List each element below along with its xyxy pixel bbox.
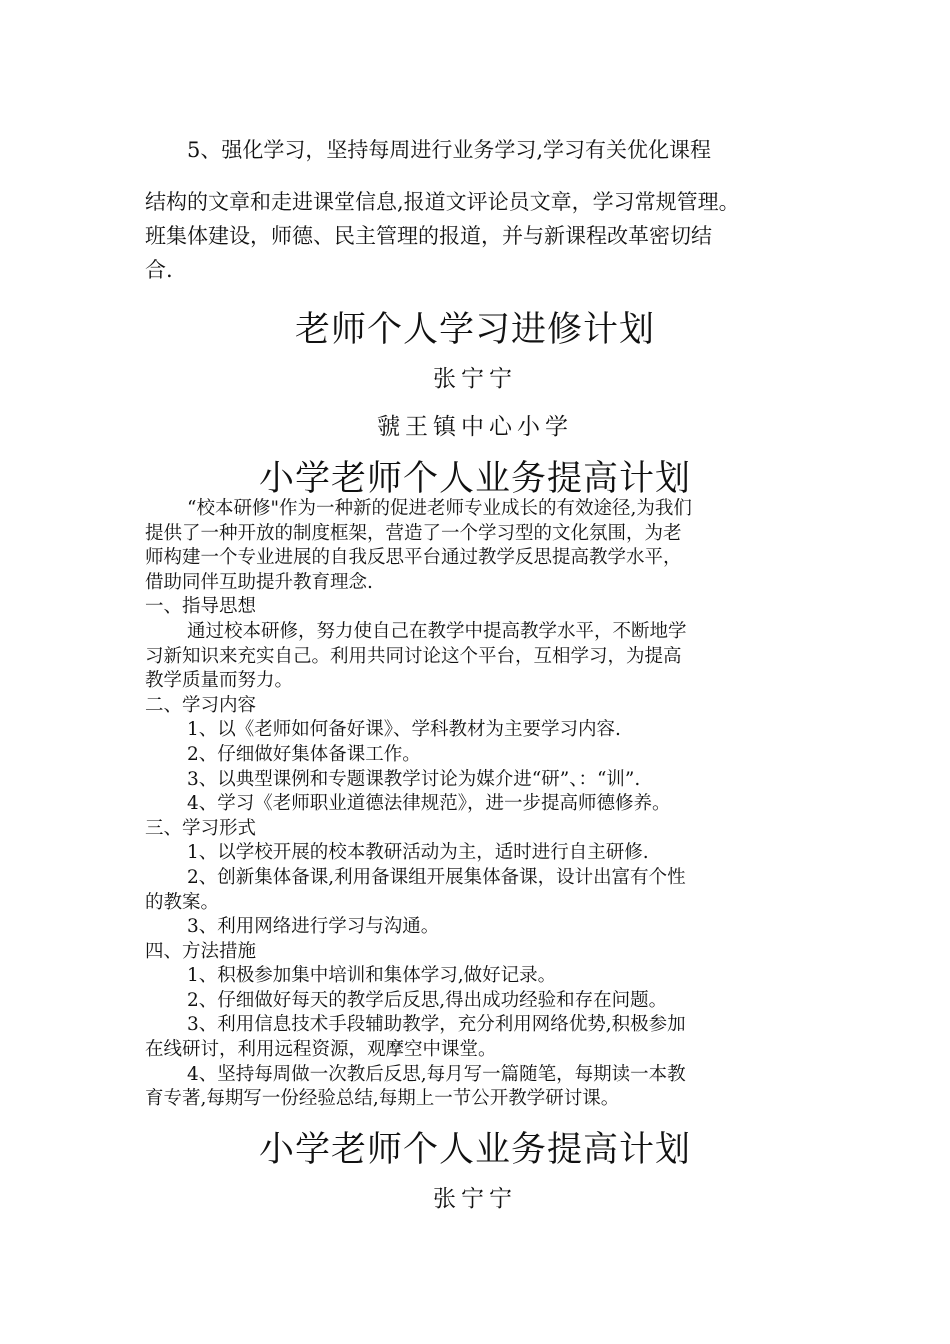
title-study-plan: 老师个人学习进修计划 (294, 310, 655, 350)
section-heading: 二、学习内容 (145, 694, 257, 716)
body-line: 习新知识来充实自己。利用共同讨论这个平台，互相学习，为提高 (145, 645, 682, 667)
section-heading: 四、方法措施 (145, 940, 257, 962)
list-item-continuation: 在线研讨，利用远程资源，观摩空中课堂。 (145, 1039, 497, 1061)
list-item: 2、创新集体备课,利用备课组开展集体备课，设计出富有个性 (187, 866, 686, 888)
list-item-continuation: 育专著,每期写一份经验总结,每期上一节公开教学研讨课。 (145, 1088, 620, 1110)
plan-body (145, 497, 825, 1112)
author-name-repeat: 张宁宁 (433, 1186, 517, 1212)
intro-line: 合. (145, 258, 173, 282)
body-line: 提供了一种开放的制度框架，营造了一个学习型的文化氛围，为老 (145, 522, 682, 544)
list-item: 4、坚持每周做一次教后反思,每月写一篇随笔，每期读一本教 (187, 1063, 686, 1085)
list-item: 2、仔细做好集体备课工作。 (187, 743, 421, 765)
list-item-continuation: 的教案。 (145, 891, 220, 913)
section-heading: 一、指导思想 (145, 596, 257, 618)
intro-line: 5、强化学习，坚持每周进行业务学习,学习有关优化课程 (187, 138, 712, 162)
list-item: 3、利用信息技术手段辅助教学，充分利用网络优势,积极参加 (187, 1014, 686, 1036)
list-item: 2、仔细做好每天的教学后反思,得出成功经验和存在问题。 (187, 989, 668, 1011)
section-heading: 三、学习形式 (145, 817, 257, 839)
list-item: 1、以学校开展的校本教研活动为主，适时进行自主研修. (187, 842, 649, 864)
intro-paragraph (145, 133, 825, 287)
school-name: 虢王镇中心小学 (377, 414, 573, 440)
author-name: 张宁宁 (433, 366, 517, 392)
body-line: 通过校本研修，努力使自己在教学中提高教学水平，不断地学 (187, 620, 687, 642)
list-item: 3、利用网络进行学习与沟通。 (187, 916, 440, 938)
title-business-plan: 小学老师个人业务提高计划 (258, 459, 691, 499)
list-item: 3、以典型课例和专题课教学讨论为媒介进“研”、：“训”. (187, 768, 641, 790)
body-line: 师构建一个专业进展的自我反思平台通过教学反思提高教学水平， (145, 547, 682, 569)
body-line: 教学质量而努力。 (145, 670, 294, 692)
body-line: 借助同伴互助提升教育理念. (145, 571, 373, 593)
list-item: 1、以《老师如何备好课》、学科教材为主要学习内容. (187, 719, 621, 741)
intro-line: 班集体建设，师德、民主管理的报道，并与新课程改革密切结 (145, 224, 712, 248)
list-item: 1、积极参加集中培训和集体学习,做好记录。 (187, 965, 557, 987)
body-line: “校本研修"作为一种新的促进老师专业成长的有效途径,为我们 (187, 498, 692, 519)
list-item: 4、学习《老师职业道德法律规范》，进一步提高师德修养。 (187, 793, 671, 815)
intro-line: 结构的文章和走进课堂信息,报道文评论员文章，学习常规管理。 (145, 190, 740, 214)
title-business-plan-repeat: 小学老师个人业务提高计划 (258, 1130, 691, 1170)
